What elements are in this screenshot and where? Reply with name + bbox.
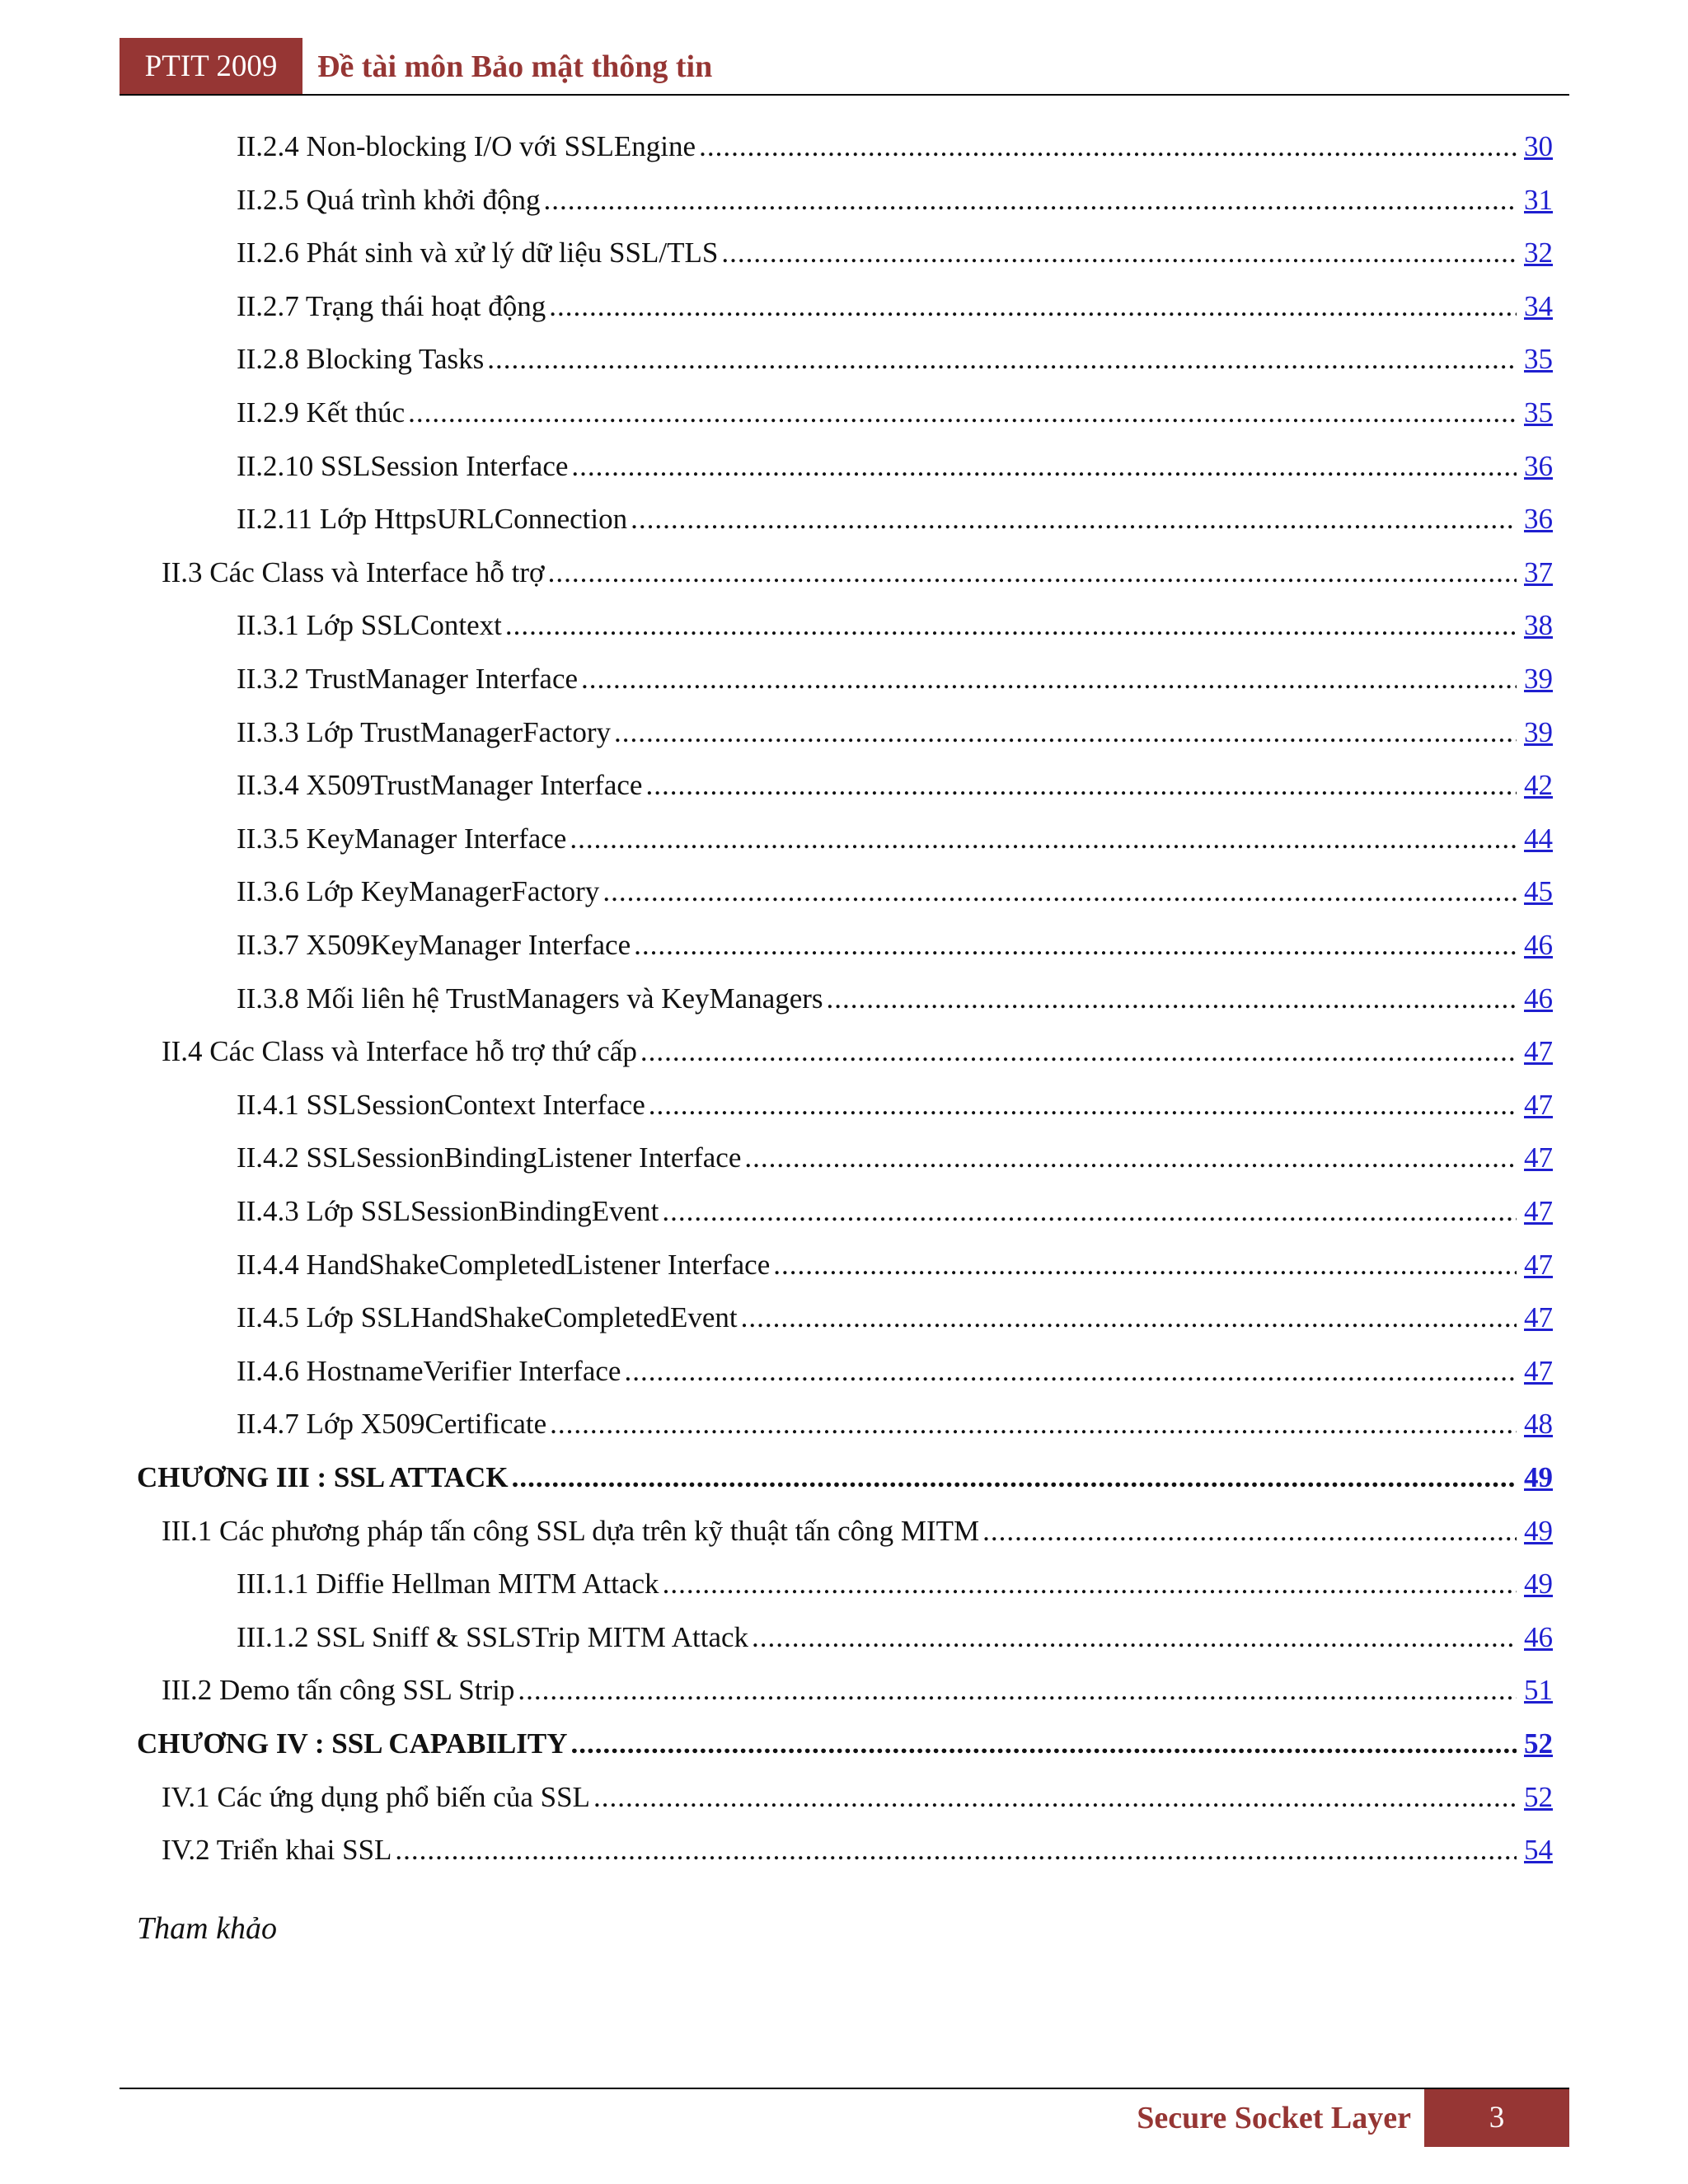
- toc-page-link[interactable]: 39: [1524, 716, 1553, 748]
- toc-entry-label: CHƯƠNG III : SSL ATTACK: [137, 1461, 509, 1493]
- toc-entry-label: II.4.6 HostnameVerifier Interface: [237, 1355, 621, 1387]
- toc-entry-label: II.2.11 Lớp HttpsURLConnection: [237, 503, 628, 535]
- toc-entry: [237, 1348, 1553, 1394]
- toc-entry-label: II.3.8 Mối liên hệ TrustManagers và KeyManagers: [237, 982, 823, 1015]
- toc-leader-dots: [571, 1721, 1517, 1767]
- toc-page-link[interactable]: 49: [1524, 1515, 1553, 1547]
- toc-page-link[interactable]: 39: [1524, 663, 1553, 695]
- toc-page-link[interactable]: 35: [1524, 396, 1553, 429]
- toc-entry: [237, 284, 1553, 330]
- toc-entry: [237, 496, 1553, 542]
- page-header: [120, 38, 1569, 96]
- toc-page-link[interactable]: 37: [1524, 556, 1553, 588]
- toc-entry-label: II.2.9 Kết thúc: [237, 396, 406, 429]
- toc-leader-dots: [773, 1242, 1517, 1288]
- toc-entry: [237, 1082, 1553, 1128]
- toc-page-link[interactable]: 47: [1524, 1301, 1553, 1333]
- toc-page-link[interactable]: 45: [1524, 875, 1553, 907]
- toc-page-link[interactable]: 32: [1524, 237, 1553, 269]
- toc-entry: [237, 1188, 1553, 1235]
- toc-leader-dots: [614, 710, 1517, 756]
- toc-leader-dots: [662, 1188, 1517, 1235]
- toc-leader-dots: [744, 1135, 1517, 1181]
- toc-leader-dots: [603, 869, 1517, 915]
- toc-entry: [162, 550, 1553, 596]
- toc-leader-dots: [741, 1295, 1517, 1341]
- toc-page-link[interactable]: 49: [1524, 1461, 1553, 1493]
- toc-leader-dots: [699, 124, 1517, 170]
- toc-page-link[interactable]: 47: [1524, 1035, 1553, 1067]
- toc-entry: [237, 710, 1553, 756]
- toc-page-link[interactable]: 47: [1524, 1249, 1553, 1281]
- toc-page-link[interactable]: 36: [1524, 503, 1553, 535]
- toc-entry-label: III.1.1 Diffie Hellman MITM Attack: [237, 1568, 659, 1600]
- toc-leader-dots: [571, 443, 1517, 490]
- toc-leader-dots: [827, 976, 1517, 1022]
- toc-entry-label: IV.1 Các ứng dụng phổ biến của SSL: [162, 1781, 590, 1813]
- toc-entry-label: II.3.2 TrustManager Interface: [237, 663, 579, 695]
- toc-entry: [237, 922, 1553, 968]
- toc-entry-label: II.3.5 KeyManager Interface: [237, 823, 567, 855]
- toc-entry: [237, 177, 1553, 223]
- toc-page-link[interactable]: 52: [1524, 1727, 1553, 1760]
- toc-page-link[interactable]: 54: [1524, 1834, 1553, 1866]
- toc-entry: [237, 124, 1553, 170]
- toc-entry-label: II.2.7 Trạng thái hoạt động: [237, 290, 546, 322]
- toc-entry-label: III.2 Demo tấn công SSL Strip: [162, 1674, 515, 1706]
- toc-entry-label: III.1 Các phương pháp tấn công SSL dựa trên kỹ thuật tấn công MITM: [162, 1515, 980, 1547]
- toc-leader-dots: [487, 336, 1517, 382]
- toc-page-link[interactable]: 34: [1524, 290, 1553, 322]
- toc-leader-dots: [624, 1348, 1517, 1394]
- toc-page-link[interactable]: 47: [1524, 1089, 1553, 1121]
- toc-page-link[interactable]: 35: [1524, 343, 1553, 375]
- toc-entry: [237, 816, 1553, 862]
- toc-entry-label: II.4.5 Lớp SSLHandShakeCompletedEvent: [237, 1301, 738, 1333]
- toc-leader-dots: [570, 816, 1517, 862]
- toc-page-link[interactable]: 36: [1524, 450, 1553, 482]
- toc-entry: [237, 869, 1553, 915]
- toc-entry-label: II.3.6 Lớp KeyManagerFactory: [237, 875, 600, 907]
- toc-entry: [237, 762, 1553, 808]
- toc-entry: [162, 1774, 1553, 1821]
- toc-page-link[interactable]: 47: [1524, 1195, 1553, 1227]
- toc-entry-label: II.4 Các Class và Interface hỗ trợ thứ cấp: [162, 1035, 637, 1067]
- toc-leader-dots: [548, 550, 1517, 596]
- toc-entry: [237, 336, 1553, 382]
- toc-leader-dots: [543, 177, 1517, 223]
- toc-entry: [162, 1508, 1553, 1554]
- toc-entry-label: III.1.2 SSL Sniff & SSLSTrip MITM Attack: [237, 1621, 749, 1653]
- toc-page-link[interactable]: 46: [1524, 1621, 1553, 1653]
- toc-entry: [162, 1667, 1553, 1713]
- toc-entry-label: II.3.1 Lớp SSLContext: [237, 609, 502, 641]
- toc-page-link[interactable]: 52: [1524, 1781, 1553, 1813]
- page-footer: [120, 2088, 1569, 2147]
- toc-entry-label: II.2.5 Quá trình khởi động: [237, 184, 541, 216]
- toc-leader-dots: [752, 1615, 1517, 1661]
- toc-entry: [237, 1561, 1553, 1607]
- toc-leader-dots: [663, 1561, 1517, 1607]
- header-title: Đề tài môn Bảo mật thông tin: [317, 49, 713, 84]
- toc-page-link[interactable]: 44: [1524, 823, 1553, 855]
- toc-entry: [237, 1295, 1553, 1341]
- toc-page-link[interactable]: 38: [1524, 609, 1553, 641]
- toc-entry: [237, 1615, 1553, 1661]
- toc-page-link[interactable]: 42: [1524, 769, 1553, 801]
- footer-title: Secure Socket Layer: [1137, 2101, 1411, 2135]
- toc-leader-dots: [982, 1508, 1517, 1554]
- toc-entry-label: II.3.7 X509KeyManager Interface: [237, 929, 631, 961]
- toc-entry-label: II.2.8 Blocking Tasks: [237, 343, 485, 375]
- header-badge: PTIT 2009: [120, 38, 302, 96]
- toc-leader-dots: [640, 1029, 1517, 1075]
- toc-page-link[interactable]: 30: [1524, 130, 1553, 162]
- toc-entry: [237, 1135, 1553, 1181]
- toc-entry-label: II.4.3 Lớp SSLSessionBindingEvent: [237, 1195, 659, 1227]
- toc-leader-dots: [395, 1827, 1517, 1873]
- toc-entry: [137, 1721, 1553, 1767]
- toc-entry-label: CHƯƠNG IV : SSL CAPABILITY: [137, 1727, 568, 1760]
- toc-entry: [237, 443, 1553, 490]
- toc-entry-label: II.3.4 X509TrustManager Interface: [237, 769, 643, 801]
- toc-page-link[interactable]: 47: [1524, 1141, 1553, 1174]
- toc-leader-dots: [645, 762, 1517, 808]
- toc-leader-dots: [721, 230, 1517, 276]
- toc-entry: [237, 230, 1553, 276]
- toc-entry: [237, 656, 1553, 702]
- toc-page-link[interactable]: 46: [1524, 929, 1553, 961]
- toc-entry-label: II.2.6 Phát sinh và xử lý dữ liệu SSL/TLS: [237, 237, 719, 269]
- header-rule: [120, 94, 1569, 96]
- toc-page-link[interactable]: 47: [1524, 1355, 1553, 1387]
- toc-entry: [162, 1827, 1553, 1873]
- toc-entry-label: II.3 Các Class và Interface hỗ trợ: [162, 556, 545, 588]
- toc-entry-label: II.2.10 SSLSession Interface: [237, 450, 569, 482]
- toc-entry: [237, 1401, 1553, 1447]
- toc-leader-dots: [649, 1082, 1517, 1128]
- toc-leader-dots: [408, 390, 1517, 436]
- references-label: Tham khảo: [137, 1911, 277, 1946]
- toc-leader-dots: [549, 284, 1517, 330]
- toc-page-link[interactable]: 31: [1524, 184, 1553, 216]
- toc-entry: [237, 390, 1553, 436]
- footer-page-number: 3: [1424, 2089, 1569, 2147]
- toc-leader-dots: [550, 1401, 1517, 1447]
- toc-entry-label: II.4.2 SSLSessionBindingListener Interface: [237, 1141, 742, 1174]
- toc-entry: [137, 1455, 1553, 1501]
- toc-leader-dots: [634, 922, 1517, 968]
- toc-entry-label: IV.2 Triển khai SSL: [162, 1834, 392, 1866]
- toc-entry: [162, 1029, 1553, 1075]
- toc-leader-dots: [518, 1667, 1517, 1713]
- toc-entry-label: II.3.3 Lớp TrustManagerFactory: [237, 716, 612, 748]
- toc-leader-dots: [512, 1455, 1517, 1501]
- toc-entry-label: II.4.1 SSLSessionContext Interface: [237, 1089, 645, 1121]
- toc-entry: [237, 976, 1553, 1022]
- toc-entry: [237, 602, 1553, 649]
- toc-page-link[interactable]: 51: [1524, 1674, 1553, 1706]
- toc-entry-label: II.4.4 HandShakeCompletedListener Interface: [237, 1249, 771, 1281]
- toc-entry-label: II.4.7 Lớp X509Certificate: [237, 1408, 547, 1440]
- toc-leader-dots: [505, 602, 1517, 649]
- toc-entry-label: II.2.4 Non-blocking I/O với SSLEngine: [237, 130, 696, 162]
- toc-leader-dots: [593, 1774, 1517, 1821]
- toc-page-link[interactable]: 49: [1524, 1568, 1553, 1600]
- toc-leader-dots: [581, 656, 1517, 702]
- toc-page-link[interactable]: 46: [1524, 982, 1553, 1015]
- toc-leader-dots: [631, 496, 1517, 542]
- toc-page-link[interactable]: 48: [1524, 1408, 1553, 1440]
- toc-entry: [237, 1242, 1553, 1288]
